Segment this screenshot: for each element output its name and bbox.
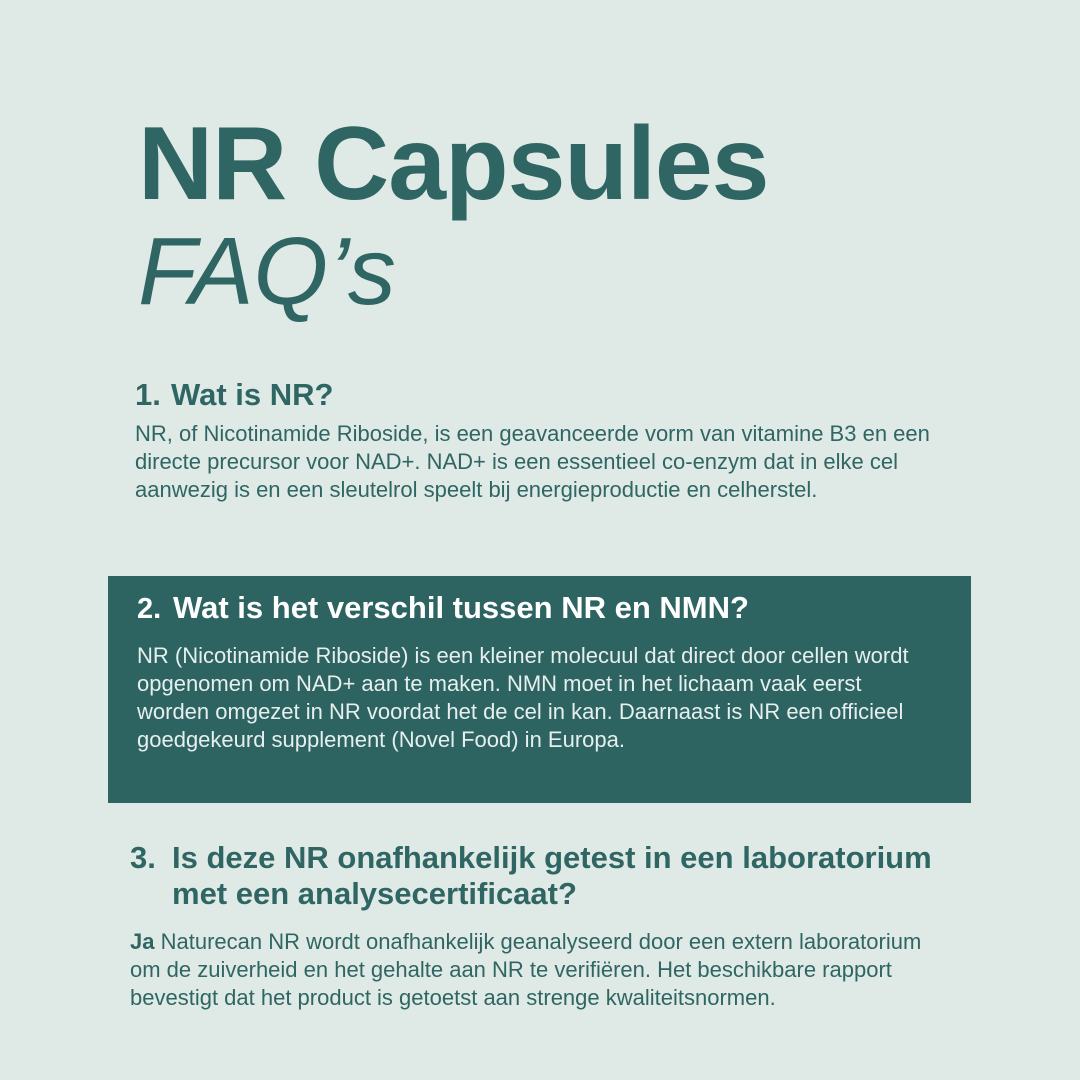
faq-question-text: Wat is NR? xyxy=(171,377,334,412)
faq-question xyxy=(137,589,937,628)
faq-answer-lead: Ja xyxy=(130,929,155,954)
faq-number: 1. xyxy=(135,377,161,412)
faq-question-text: Is deze NR onafhankelijk getest in een laboratorium met een analysecertificaat? xyxy=(172,840,932,911)
faq-answer-text: Naturecan NR wordt onafhankelijk geanalyseerd door een extern laboratorium om de zuiverheid en het gehalte aan NR te verifiëren. Het beschikbare rapport bevestigt dat het product is getoetst aan strenge kwaliteitsnormen. xyxy=(130,929,922,1010)
faq-question xyxy=(135,376,935,414)
faq-answer: NR, of Nicotinamide Riboside, is een geavanceerde vorm van vitamine B3 en een directe precursor voor NAD+. NAD+ is een essentieel co-enzym dat in elke cel aanwezig is en een sleutelrol speelt bij energieproductie en celherstel. xyxy=(135,421,930,502)
faq-item-2 xyxy=(137,589,937,754)
faq-item-3 xyxy=(130,840,950,1012)
faq-number: 2. xyxy=(137,593,162,625)
faq-item-1 xyxy=(135,376,935,504)
title-subtitle: FAQ’s xyxy=(138,218,396,325)
page-title xyxy=(138,106,769,325)
faq-question-text: Wat is het verschil tussen NR en NMN? xyxy=(173,590,749,625)
faq-question xyxy=(130,840,950,912)
faq-number: 3. xyxy=(130,840,156,875)
faq-answer: NR (Nicotinamide Riboside) is een kleiner molecuul dat direct door cellen wordt opgenomen om NAD+ aan te maken. NMN moet in het lichaam vaak eerst worden omgezet in NR voordat het de cel in kan. Daarnaast is NR een officieel goedgekeurd supplement (Novel Food) in Europa. xyxy=(137,643,909,752)
faq-answer xyxy=(130,928,950,1012)
title-main: NR Capsules xyxy=(138,106,769,222)
